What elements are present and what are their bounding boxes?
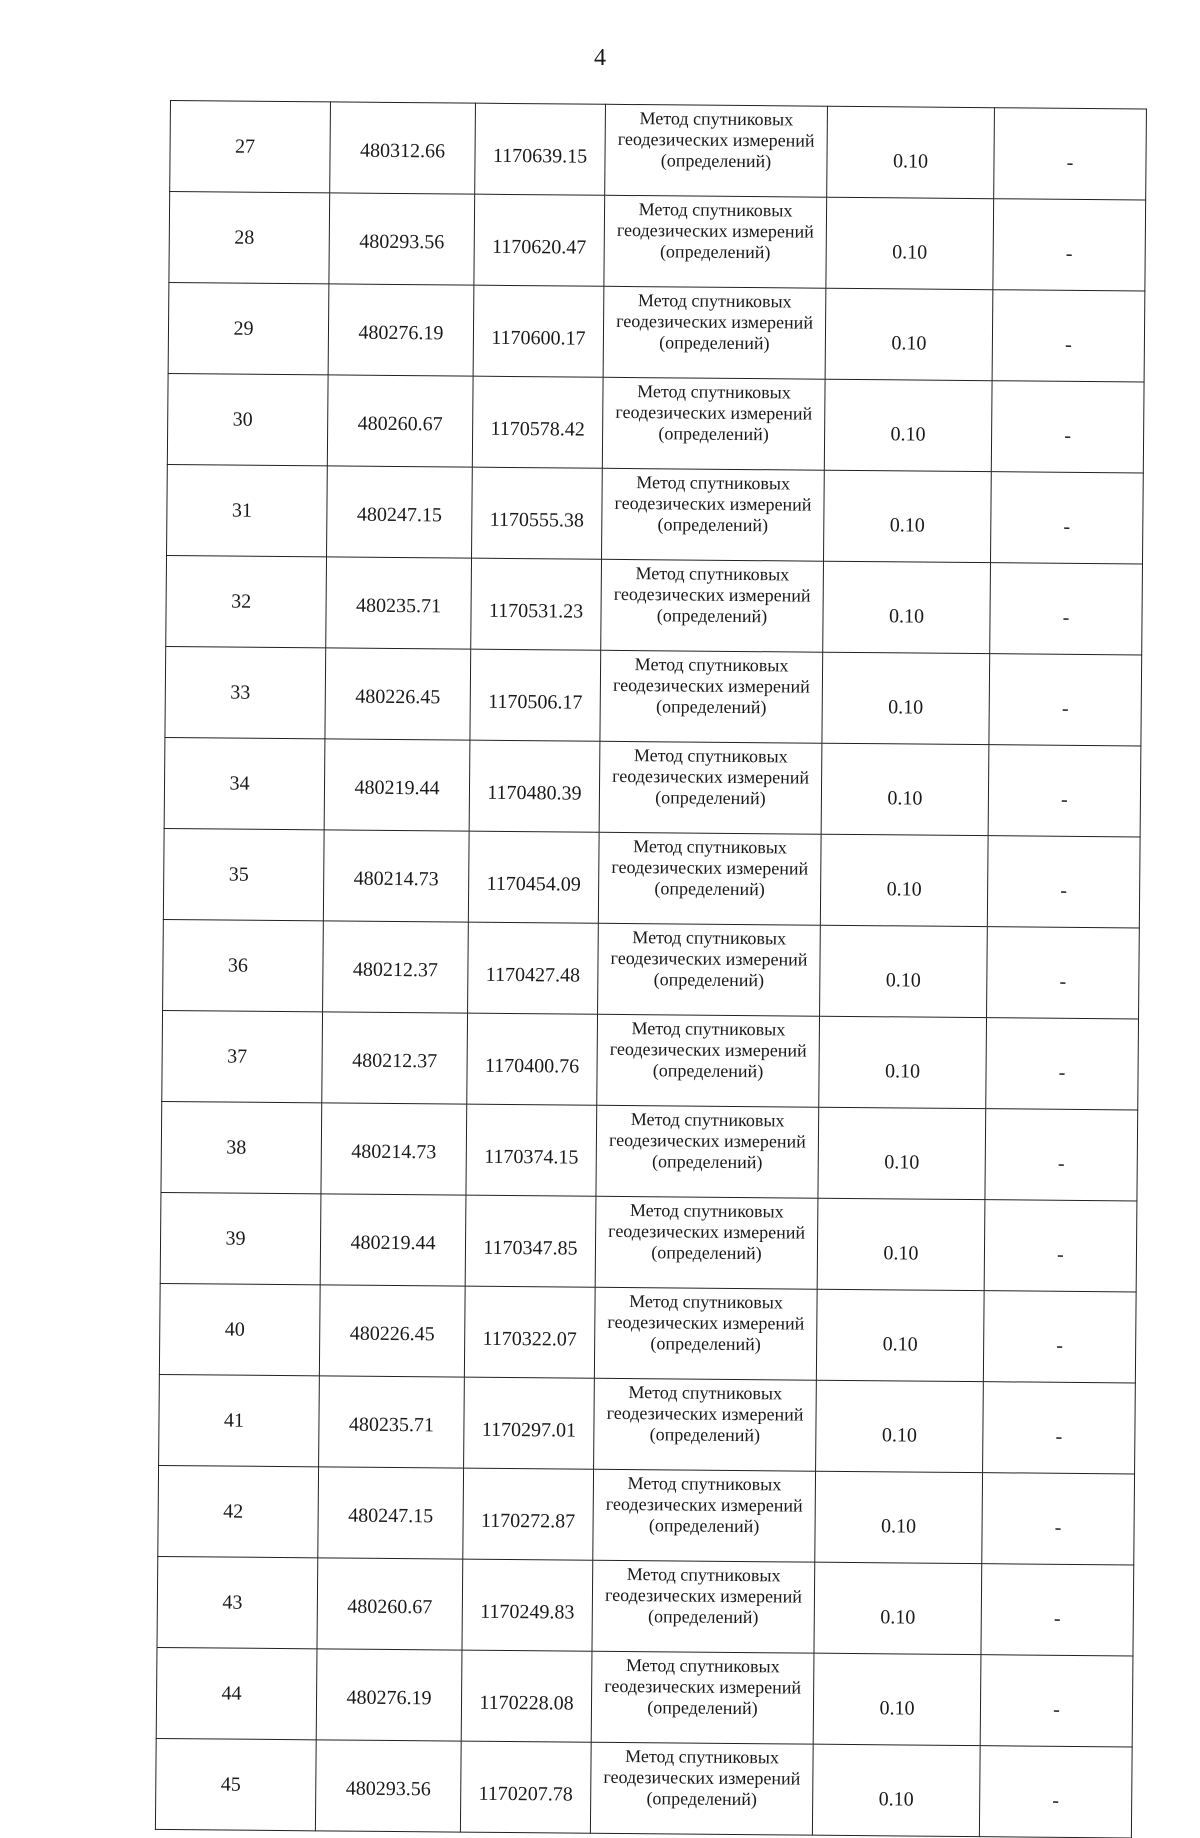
method-line: (определений): [659, 332, 770, 354]
method-line: (определений): [648, 1515, 760, 1537]
point-number-cell: 41: [159, 1374, 320, 1466]
coordinate-x-cell: 480214.73: [323, 830, 469, 922]
accuracy-cell: 0.10: [822, 652, 990, 744]
table-row: [168, 282, 1145, 382]
coordinate-x-cell: 480212.37: [323, 921, 469, 1013]
coordinate-y-cell: 1170374.15: [466, 1104, 597, 1196]
accuracy-cell: 0.10: [820, 925, 988, 1017]
coordinate-y-cell: 1170400.76: [467, 1013, 598, 1105]
description-cell: -: [984, 1200, 1137, 1292]
method-line: (определений): [649, 1424, 761, 1446]
table-row: [155, 1738, 1132, 1838]
point-number-cell: 32: [166, 555, 327, 647]
method-cell: [601, 559, 824, 652]
coordinate-x-cell: 480226.45: [319, 1285, 465, 1377]
table-row: [159, 1374, 1136, 1474]
method-line: (определений): [652, 1060, 764, 1082]
table-row: [166, 555, 1143, 655]
method-cell: [604, 195, 827, 288]
method-line: (определений): [655, 696, 767, 718]
coordinate-x-cell: 480226.45: [325, 648, 471, 740]
description-cell: -: [987, 836, 1140, 928]
table-row: [163, 828, 1140, 928]
table-row: [169, 192, 1146, 292]
table-body: [155, 101, 1146, 1838]
table-row: [156, 1647, 1133, 1747]
method-line: Метод спутниковых: [636, 472, 791, 494]
point-number-cell: 27: [170, 101, 331, 193]
method-line: (определений): [647, 1697, 758, 1719]
coordinate-x-cell: 480293.56: [315, 1740, 461, 1832]
point-number-cell: 30: [167, 373, 328, 465]
table-row: [157, 1556, 1134, 1656]
method-line: геодезических измерений: [604, 1584, 802, 1607]
description-cell: -: [981, 1564, 1134, 1656]
coordinate-y-cell: 1170600.17: [473, 285, 604, 377]
method-cell: [591, 1651, 814, 1744]
coordinate-x-cell: 480219.44: [324, 739, 470, 831]
coordinate-x-cell: 480235.71: [326, 557, 472, 649]
coordinate-y-cell: 1170207.78: [460, 1741, 591, 1833]
point-number-cell: 43: [157, 1556, 318, 1648]
point-number-cell: 33: [165, 646, 326, 738]
point-number-cell: 44: [156, 1647, 317, 1739]
coordinates-table: [155, 100, 1147, 1838]
method-line: геодезических измерений: [612, 674, 810, 697]
accuracy-cell: 0.10: [819, 1016, 987, 1108]
point-number-cell: 45: [155, 1738, 316, 1830]
method-line: (определений): [647, 1606, 759, 1628]
method-line: геодезических измерений: [612, 765, 810, 788]
method-line: (определений): [654, 878, 765, 900]
description-cell: -: [985, 1109, 1138, 1201]
description-cell: -: [990, 472, 1143, 564]
method-line: геодезических измерений: [605, 1493, 803, 1516]
method-line: Метод спутниковых: [639, 108, 794, 130]
coordinate-y-cell: 1170531.23: [471, 558, 602, 650]
method-line: геодезических измерений: [606, 1402, 804, 1425]
method-line: геодезических измерений: [608, 1220, 806, 1243]
method-cell: [595, 1196, 818, 1289]
description-cell: -: [987, 927, 1140, 1019]
coordinate-y-cell: 1170578.42: [472, 376, 603, 468]
coordinate-y-cell: 1170427.48: [468, 922, 599, 1014]
method-line: Метод спутниковых: [625, 1655, 780, 1677]
coordinate-y-cell: 1170480.39: [469, 740, 600, 832]
description-cell: -: [993, 199, 1146, 291]
coordinate-x-cell: 480293.56: [329, 193, 475, 285]
accuracy-cell: 0.10: [824, 470, 992, 562]
method-line: (определений): [660, 150, 772, 172]
method-line: Метод спутниковых: [635, 563, 790, 585]
accuracy-cell: 0.10: [812, 1744, 980, 1836]
table-row: [167, 464, 1144, 564]
method-line: (определений): [659, 241, 771, 263]
accuracy-cell: 0.10: [813, 1653, 981, 1745]
method-line: геодезических измерений: [609, 1038, 807, 1061]
table-row: [159, 1283, 1136, 1383]
method-line: Метод спутниковых: [634, 654, 789, 676]
coordinate-x-cell: 480312.66: [330, 102, 476, 194]
description-cell: -: [982, 1473, 1135, 1565]
accuracy-cell: 0.10: [820, 834, 988, 926]
method-line: геодезических измерений: [616, 219, 814, 242]
point-number-cell: 34: [164, 737, 325, 829]
coordinate-y-cell: 1170228.08: [461, 1650, 592, 1742]
method-cell: [590, 1742, 813, 1835]
point-number-cell: 31: [167, 464, 328, 556]
coordinate-y-cell: 1170347.85: [465, 1195, 596, 1287]
coordinate-y-cell: 1170272.87: [463, 1468, 594, 1560]
method-cell: [602, 377, 825, 470]
method-line: Метод спутниковых: [632, 927, 787, 949]
method-cell: [596, 1105, 819, 1198]
table-row: [162, 1010, 1139, 1110]
table-row: [165, 646, 1142, 746]
coordinate-x-cell: 480276.19: [328, 284, 474, 376]
description-cell: -: [983, 1291, 1136, 1383]
table-row: [161, 1101, 1138, 1201]
coordinates-table-wrapper: [155, 100, 1147, 1838]
method-line: геодезических измерений: [613, 583, 811, 606]
method-cell: [603, 286, 826, 379]
method-line: (определений): [657, 514, 769, 536]
table-row: [158, 1465, 1135, 1565]
table-row: [160, 1192, 1137, 1292]
point-number-cell: 28: [169, 192, 330, 284]
accuracy-cell: 0.10: [823, 561, 991, 653]
method-cell: [600, 650, 823, 743]
description-cell: -: [979, 1746, 1132, 1838]
coordinate-x-cell: 480219.44: [320, 1194, 466, 1286]
method-line: геодезических измерений: [615, 401, 813, 424]
method-line: геодезических измерений: [604, 1675, 802, 1698]
method-line: (определений): [650, 1333, 761, 1355]
accuracy-cell: 0.10: [818, 1107, 986, 1199]
method-cell: [602, 468, 825, 561]
method-line: Метод спутниковых: [631, 1018, 786, 1040]
accuracy-cell: 0.10: [815, 1471, 983, 1563]
point-number-cell: 37: [162, 1010, 323, 1102]
table-row: [163, 919, 1140, 1019]
point-number-cell: 40: [159, 1283, 320, 1375]
method-cell: [599, 741, 822, 834]
method-line: геодезических измерений: [610, 947, 808, 970]
method-line: Метод спутниковых: [629, 1291, 783, 1313]
method-cell: [598, 832, 821, 925]
method-cell: [593, 1469, 816, 1562]
method-line: геодезических измерений: [607, 1311, 805, 1334]
method-cell: [598, 923, 821, 1016]
accuracy-cell: 0.10: [814, 1562, 982, 1654]
description-cell: -: [980, 1655, 1133, 1747]
method-line: геодезических измерений: [611, 856, 809, 879]
point-number-cell: 29: [168, 282, 329, 374]
method-cell: [592, 1560, 815, 1653]
description-cell: -: [991, 381, 1144, 473]
method-cell: [597, 1014, 820, 1107]
method-line: Метод спутниковых: [630, 1109, 785, 1131]
method-line: Метод спутниковых: [625, 1746, 779, 1768]
coordinate-y-cell: 1170639.15: [475, 103, 606, 195]
method-cell: [594, 1378, 817, 1471]
method-line: Метод спутниковых: [633, 836, 787, 858]
table-row: [164, 737, 1141, 837]
accuracy-cell: 0.10: [826, 197, 994, 289]
method-line: Метод спутниковых: [626, 1564, 781, 1586]
method-line: Метод спутниковых: [637, 381, 791, 403]
description-cell: -: [988, 745, 1141, 837]
coordinate-x-cell: 480260.67: [327, 375, 473, 467]
accuracy-cell: 0.10: [821, 743, 989, 835]
point-number-cell: 38: [161, 1101, 322, 1193]
method-line: Метод спутниковых: [638, 199, 793, 221]
method-line: Метод спутниковых: [637, 290, 792, 312]
method-line: (определений): [646, 1788, 757, 1810]
accuracy-cell: 0.10: [816, 1289, 984, 1381]
method-line: (определений): [651, 1242, 762, 1264]
method-cell: [605, 104, 828, 197]
coordinate-y-cell: 1170555.38: [472, 467, 603, 559]
coordinate-y-cell: 1170506.17: [470, 649, 601, 741]
description-cell: -: [992, 290, 1145, 382]
coordinate-x-cell: 480260.67: [317, 1558, 463, 1650]
accuracy-cell: 0.10: [816, 1380, 984, 1472]
coordinate-x-cell: 480235.71: [319, 1376, 465, 1468]
point-number-cell: 36: [163, 919, 324, 1011]
accuracy-cell: 0.10: [824, 379, 992, 471]
coordinate-y-cell: 1170249.83: [462, 1559, 593, 1651]
table-row: [167, 373, 1144, 473]
coordinate-x-cell: 480214.73: [321, 1103, 467, 1195]
method-line: геодезических измерений: [608, 1129, 806, 1152]
method-cell: [594, 1287, 817, 1380]
accuracy-cell: 0.10: [817, 1198, 985, 1290]
method-line: (определений): [656, 605, 768, 627]
description-cell: -: [989, 654, 1142, 746]
coordinate-y-cell: 1170454.09: [468, 831, 599, 923]
method-line: Метод спутниковых: [628, 1382, 783, 1404]
method-line: (определений): [655, 787, 766, 809]
description-cell: -: [986, 1018, 1139, 1110]
coordinate-x-cell: 480212.37: [322, 1012, 468, 1104]
method-line: геодезических измерений: [614, 492, 812, 515]
coordinate-y-cell: 1170620.47: [474, 194, 605, 286]
coordinate-x-cell: 480247.15: [327, 466, 473, 558]
method-line: геодезических измерений: [617, 128, 815, 151]
table-row: [170, 101, 1147, 201]
point-number-cell: 42: [158, 1465, 319, 1557]
description-cell: -: [990, 563, 1143, 655]
coordinate-x-cell: 480247.15: [318, 1467, 464, 1559]
method-line: Метод спутниковых: [629, 1200, 784, 1222]
point-number-cell: 39: [160, 1192, 321, 1284]
point-number-cell: 35: [163, 828, 324, 920]
accuracy-cell: 0.10: [827, 106, 995, 198]
description-cell: -: [994, 108, 1147, 200]
coordinate-x-cell: 480276.19: [316, 1649, 462, 1741]
method-line: Метод спутниковых: [633, 745, 788, 767]
coordinate-y-cell: 1170297.01: [464, 1377, 595, 1469]
method-line: (определений): [653, 969, 765, 991]
accuracy-cell: 0.10: [825, 288, 993, 380]
method-line: (определений): [651, 1151, 763, 1173]
method-line: геодезических измерений: [603, 1766, 801, 1789]
description-cell: -: [983, 1382, 1136, 1474]
method-line: (определений): [658, 423, 769, 445]
method-line: геодезических измерений: [616, 310, 814, 333]
page-number: 4: [594, 45, 606, 71]
coordinate-y-cell: 1170322.07: [464, 1286, 595, 1378]
method-line: Метод спутниковых: [627, 1473, 782, 1495]
